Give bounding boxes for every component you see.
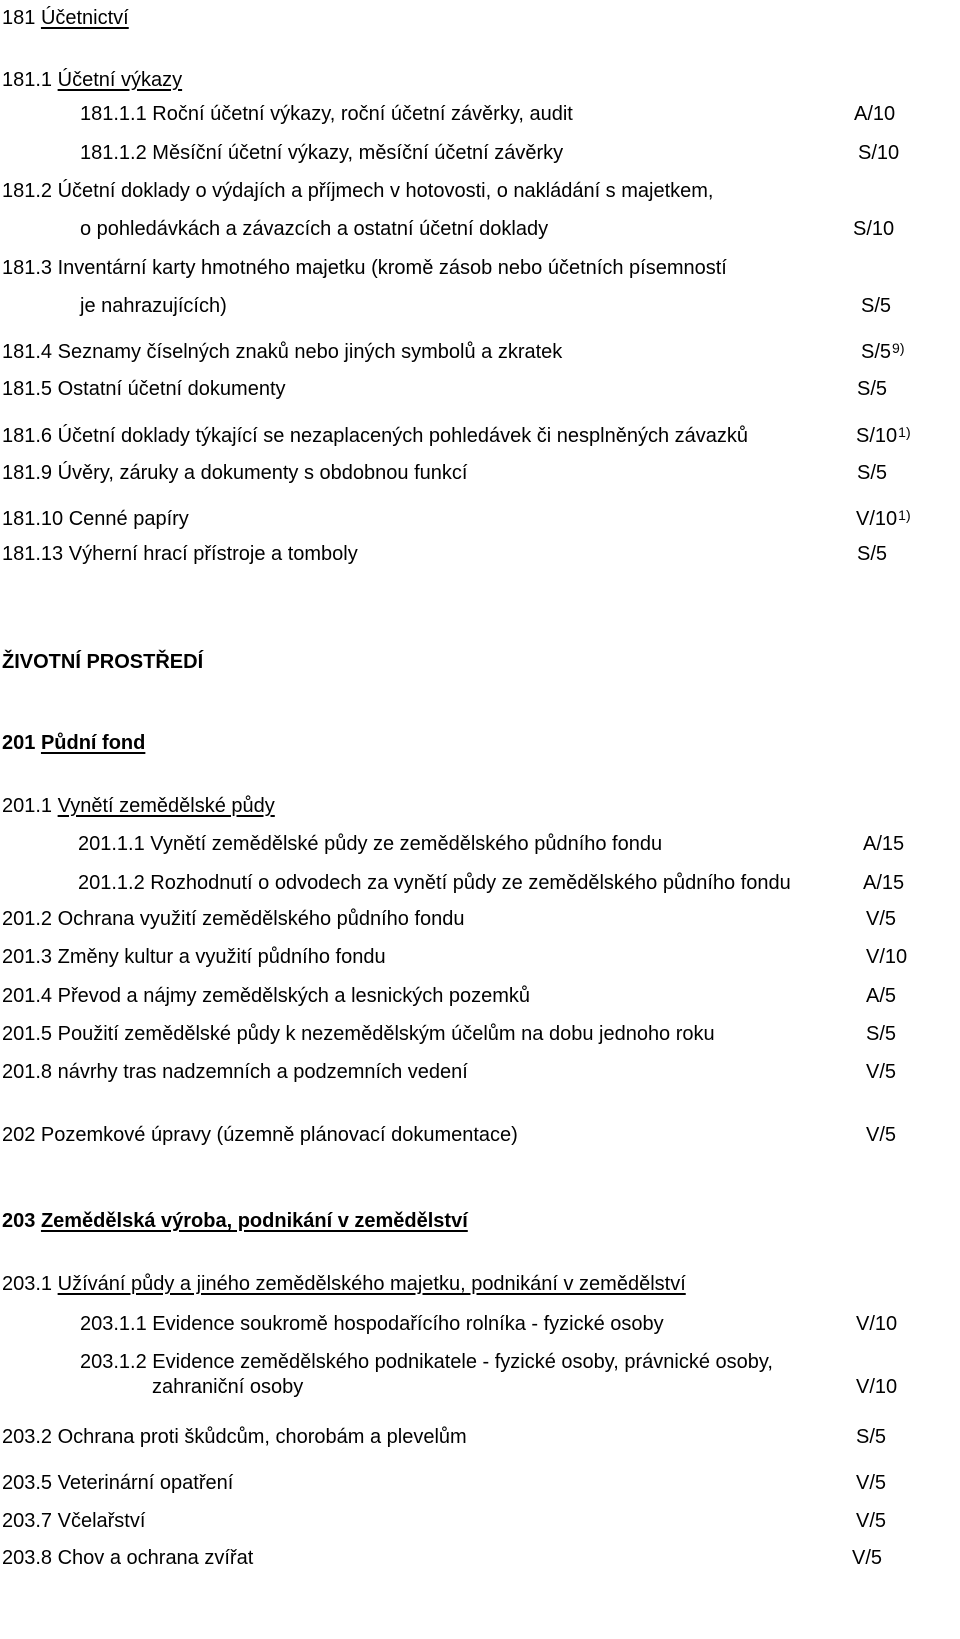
section-heading-201 [2,731,145,755]
retention-201-2: V/5 [866,908,897,930]
retention-203-1-2: V/10 [856,1376,898,1398]
item-203-1-2-line2: zahraniční osoby [152,1376,304,1398]
item-181-13: 181.13 Výherní hrací přístroje a tomboly [2,543,358,565]
retention-value: V/10 [856,508,898,530]
item-181-4: 181.4 Seznamy číselných znaků nebo jiných symbolů a zkratek [2,341,563,363]
retention-181-13: S/5 [857,543,888,565]
retention-201-3: V/10 [866,946,908,968]
retention-181-10 [856,507,911,531]
retention-181-2: S/10 [853,218,895,240]
retention-value: S/10 [856,425,898,447]
item-201-8: 201.8 návrhy tras nadzemních a podzemních vedení [2,1061,468,1083]
retention-201-1-2: A/15 [863,872,905,894]
section-title: Půdní fond [40,732,146,754]
subsection-number: 201.1 [2,795,53,817]
item-203-1-2-line1: 203.1.2 Evidence zemědělského podnikatele - fyzické osoby, právnické osoby, [80,1351,773,1373]
subsection-number: 181.1 [2,69,53,91]
item-201-3: 201.3 Změny kultur a využití půdního fondu [2,946,386,968]
footnote-ref: 1) [898,424,911,440]
subsection-title: Vynětí zemědělské půdy [57,795,275,817]
retention-201-5: S/5 [866,1023,897,1045]
retention-201-4: A/5 [866,985,897,1007]
subsection-title: Užívání půdy a jiného zemědělského majetku, podnikání v zemědělství [57,1273,686,1295]
retention-201-1-1: A/15 [863,833,905,855]
item-203-2: 203.2 Ochrana proti škůdcům, chorobám a plevelům [2,1426,467,1448]
item-181-1-2: 181.1.2 Měsíční účetní výkazy, měsíční účetní závěrky [80,142,564,164]
item-203-7: 203.7 Včelařství [2,1510,146,1532]
item-181-3-line2: je nahrazujících) [80,295,227,317]
retention-181-6 [856,424,911,448]
section-heading-181 [2,6,129,30]
item-181-5: 181.5 Ostatní účetní dokumenty [2,378,286,400]
footnote-ref: 1) [898,507,911,523]
section-title: Zemědělská výroba, podnikání v zemědělství [40,1210,468,1232]
item-201-4: 201.4 Převod a nájmy zemědělských a lesnických pozemků [2,985,531,1007]
subsection-number: 203.1 [2,1273,53,1295]
item-203-1-1: 203.1.1 Evidence soukromě hospodařícího rolníka - fyzické osoby [80,1313,664,1335]
retention-203-1-1: V/10 [856,1313,898,1335]
item-202: 202 Pozemkové úpravy (územně plánovací dokumentace) [2,1124,518,1146]
item-181-1-1: 181.1.1 Roční účetní výkazy, roční účetní závěrky, audit [80,103,573,125]
retention-203-8: V/5 [852,1547,883,1569]
footnote-ref: 9) [892,340,905,356]
item-181-9: 181.9 Úvěry, záruky a dokumenty s obdobnou funkcí [2,462,468,484]
retention-181-3: S/5 [861,295,892,317]
retention-181-5: S/5 [857,378,888,400]
item-181-6: 181.6 Účetní doklady týkající se nezaplacených pohledávek či nesplněných závazků [2,425,749,447]
item-201-2: 201.2 Ochrana využití zemědělského půdního fondu [2,908,465,930]
chapter-heading: ŽIVOTNÍ PROSTŘEDÍ [2,651,204,673]
retention-202: V/5 [866,1124,897,1146]
section-number: 181 [2,7,36,29]
retention-181-4 [861,340,904,364]
item-181-2-line2: o pohledávkách a závazcích a ostatní účetní doklady [80,218,549,240]
retention-value: S/5 [861,341,892,363]
retention-203-2: S/5 [856,1426,887,1448]
subsection-title: Účetní výkazy [57,69,183,91]
section-number: 203 [2,1210,36,1232]
retention-203-7: V/5 [856,1510,887,1532]
subsection-heading-181-1 [2,68,182,92]
item-201-1-2: 201.1.2 Rozhodnutí o odvodech za vynětí půdy ze zemědělského půdního fondu [78,872,791,894]
item-203-5: 203.5 Veterinární opatření [2,1472,234,1494]
item-181-3-line1: 181.3 Inventární karty hmotného majetku (kromě zásob nebo účetních písemností [2,257,727,279]
item-181-10: 181.10 Cenné papíry [2,508,189,530]
section-number: 201 [2,732,36,754]
item-181-2-line1: 181.2 Účetní doklady o výdajích a příjmech v hotovosti, o nakládání s majetkem, [2,180,714,202]
item-201-1-1: 201.1.1 Vynětí zemědělské půdy ze zemědělského půdního fondu [78,833,663,855]
subsection-heading-201-1 [2,794,275,818]
retention-201-8: V/5 [866,1061,897,1083]
section-heading-203 [2,1209,468,1233]
item-203-8: 203.8 Chov a ochrana zvířat [2,1547,254,1569]
retention-181-1-1: A/10 [854,103,896,125]
retention-181-9: S/5 [857,462,888,484]
item-201-5: 201.5 Použití zemědělské půdy k nezemědělským účelům na dobu jednoho roku [2,1023,715,1045]
section-title: Účetnictví [40,7,129,29]
subsection-heading-203-1 [2,1272,686,1296]
retention-181-1-2: S/10 [858,142,900,164]
retention-203-5: V/5 [856,1472,887,1494]
